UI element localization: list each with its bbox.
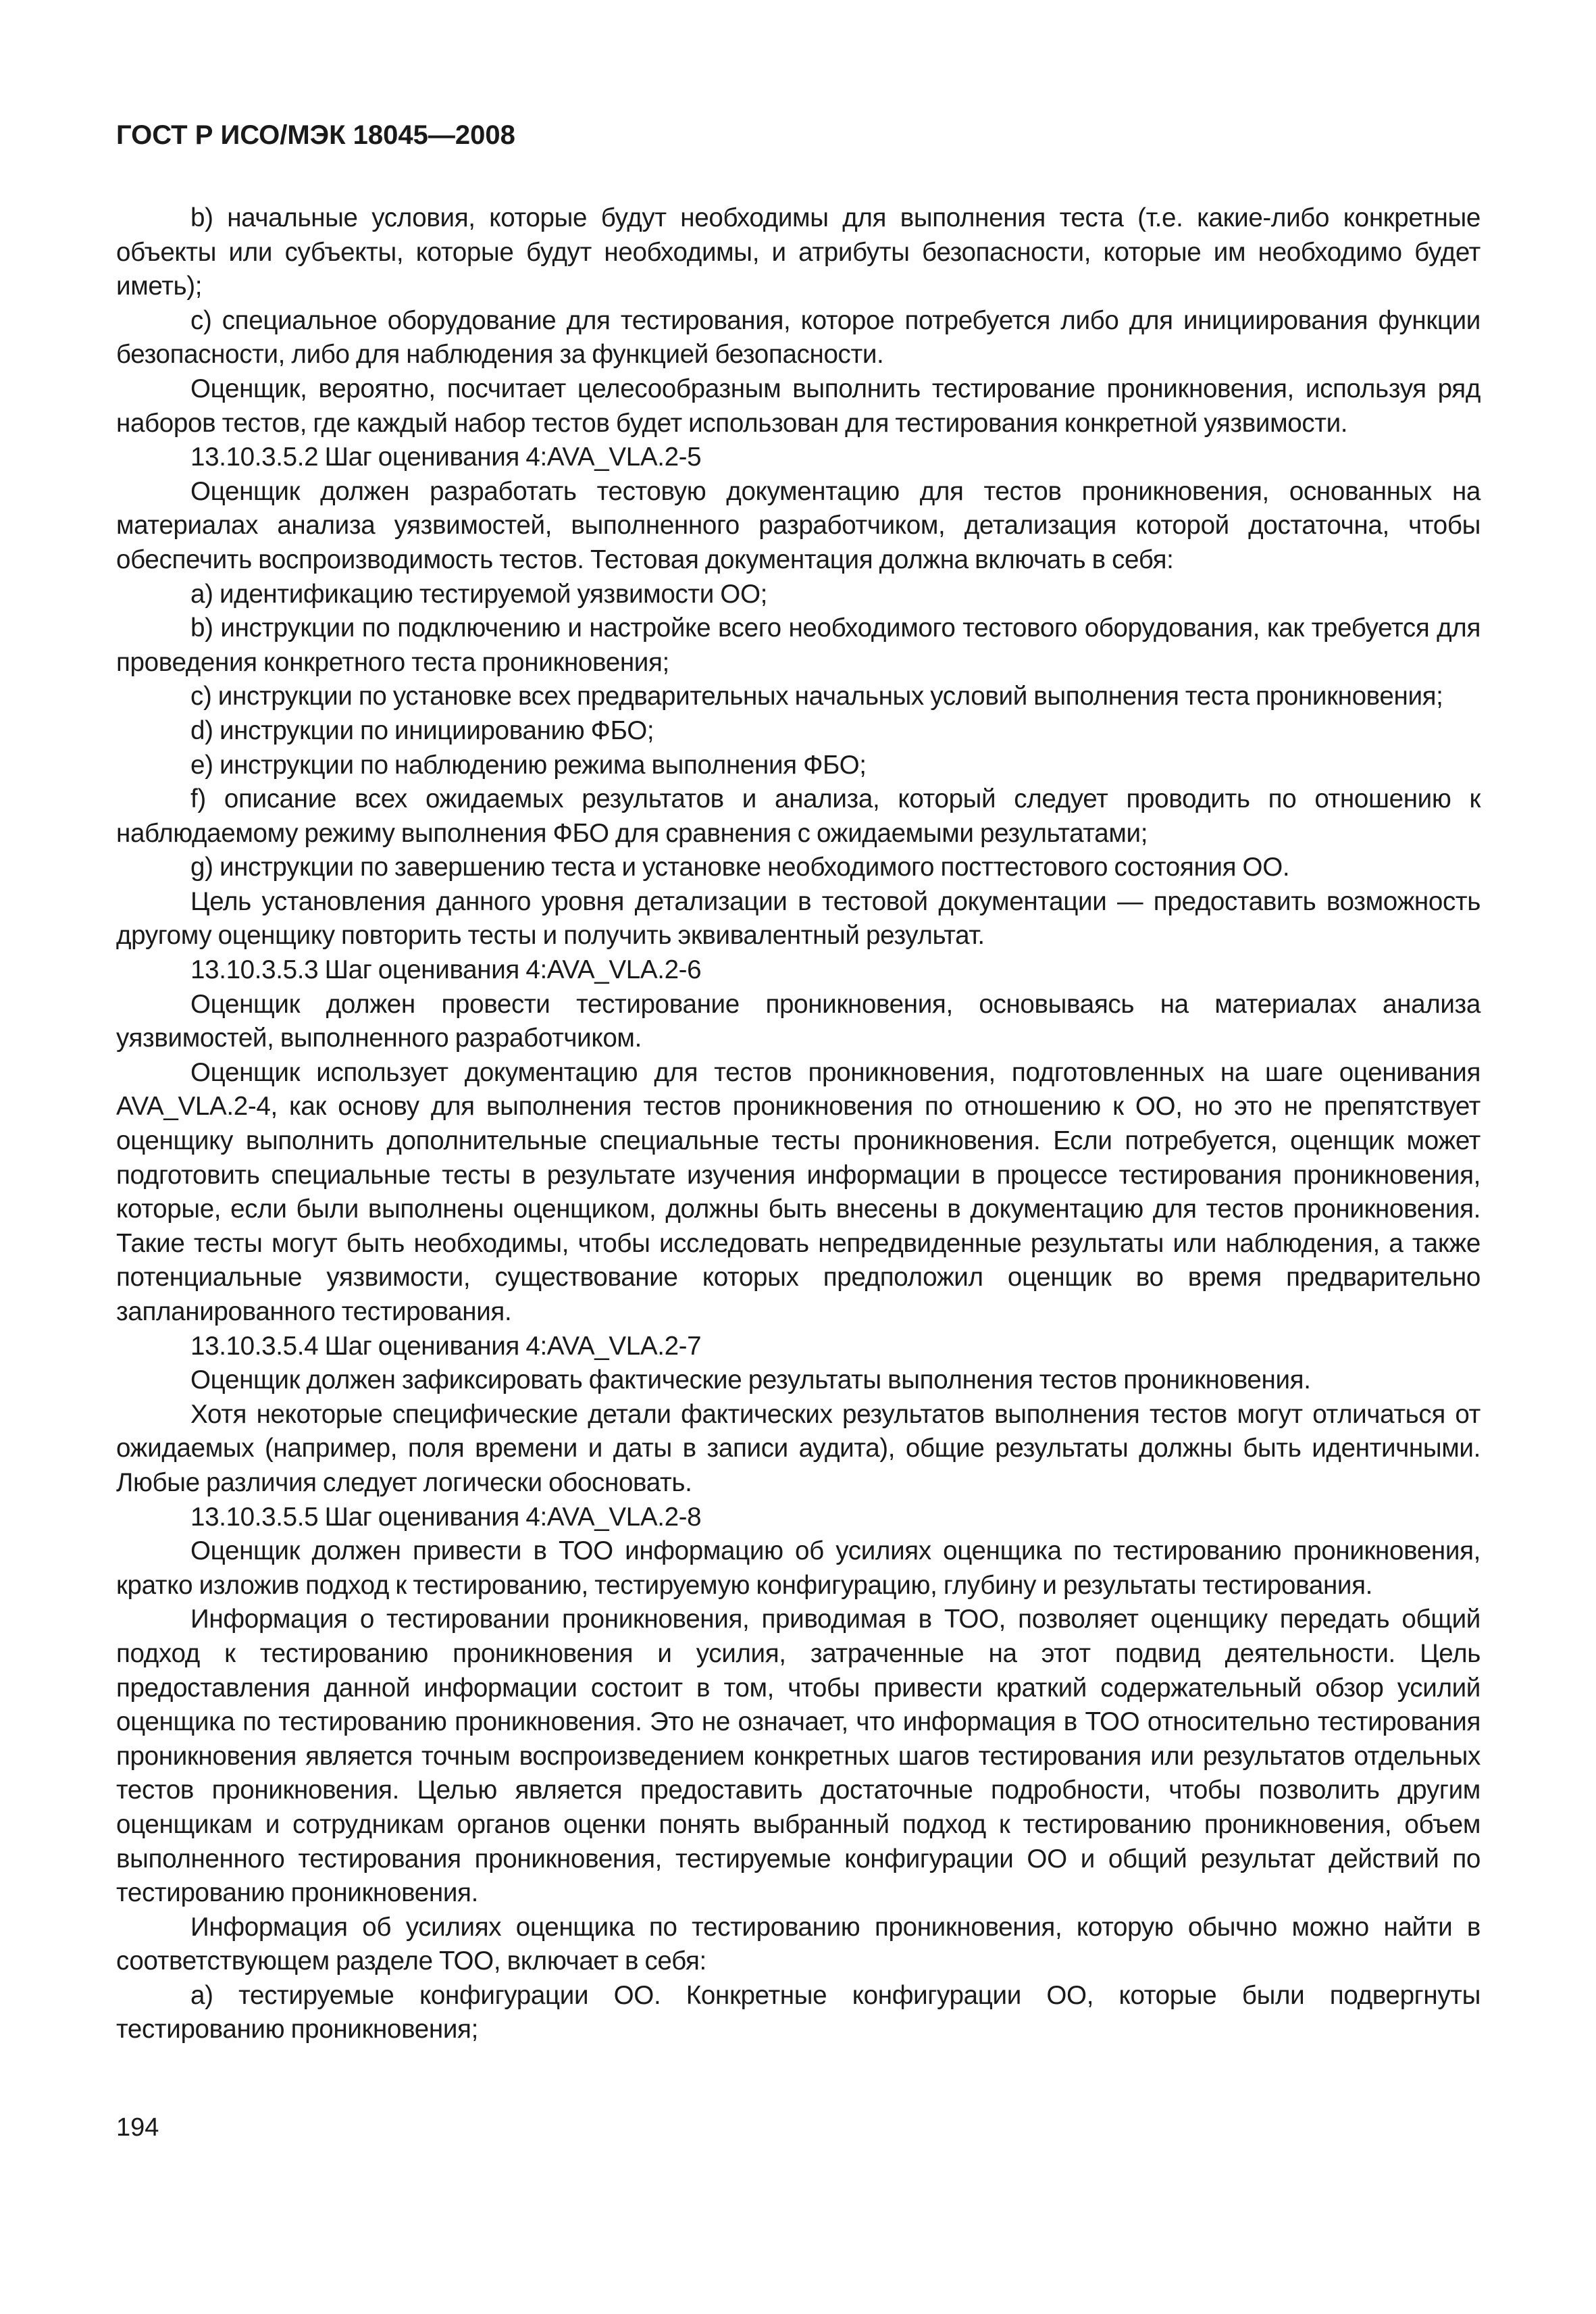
page-number: 194 <box>116 2113 159 2142</box>
list-item: e) инструкции по наблюдению режима выполнения ФБО; <box>190 750 867 780</box>
paragraph: Оценщик должен разработать тестовую документацию для тестов проникновения, основанных на материалах анализа уязвимостей, выполненного разработчиком, детализация которой достаточна, чтобы обеспечить воспроизводимость тестов. Тестовая документация должна включать в себя: <box>116 476 1481 574</box>
body-text <box>116 201 1481 2047</box>
paragraph: b) начальные условия, которые будут необходимы для выполнения теста (т.е. какие-либо конкретные объекты или субъекты, которые будут необходимы, и атрибуты безопасности, которые им необходимо будет иметь); <box>116 203 1481 301</box>
paragraph: c) специальное оборудование для тестирования, которое потребуется либо для инициирования функции безопасности, либо для наблюдения за функцией безопасности. <box>116 305 1481 370</box>
page-header-title: ГОСТ Р ИСО/МЭК 18045—2008 <box>116 120 515 150</box>
paragraph: Оценщик, вероятно, посчитает целесообразным выполнить тестирование проникновения, используя ряд наборов тестов, где каждый набор тестов будет использован для тестирования конкретной уязвимости. <box>116 374 1481 438</box>
paragraph: Оценщик использует документацию для тестов проникновения, подготовленных на шаге оценивания AVA_VLA.2-4, как основу для выполнения тестов проникновения по отношению к ОО, но это не препятствует оценщику выполнить дополнительные специальные тесты проникновения. Если потребуется, оценщик может подготовить специальные тесты в результате изучения информации в процессе тестирования проникновения, которые, если были выполнены оценщиком, должны быть внесены в документацию для тестов проникновения. Такие тесты могут быть необходимы, чтобы исследовать непредвиденные результаты или наблюдения, а также потенциальные уязвимости, существование которых предположил оценщик во время предварительно запланированного тестирования. <box>116 1057 1481 1326</box>
paragraph: Информация об усилиях оценщика по тестированию проникновения, которую обычно можно найти в соответствующем разделе ТОО, включает в себя: <box>116 1912 1481 1976</box>
paragraph: Информация о тестировании проникновения, приводимая в ТОО, позволяет оценщику передать общий подход к тестированию проникновения и усилия, затраченные на этот подвид деятельности. Цель предоставления данной информации состоит в том, чтобы привести краткий содержательный обзор усилий оценщика по тестированию проникновения. Это не означает, что информация в ТОО относительно тестирования проникновения является точным воспроизведением конкретных шагов тестирования или результатов отдельных тестов проникновения. Целью является предоставить достаточные подробности, чтобы позволить другим оценщикам и сотрудникам органов оценки понять выбранный подход к тестированию проникновения, объем выполненного тестирования проникновения, тестируемые конфигурации ОО и общий результат действий по тестированию проникновения. <box>116 1605 1481 1908</box>
list-item: c) инструкции по установке всех предварительных начальных условий выполнения теста проникновения; <box>190 682 1443 711</box>
section-heading: 13.10.3.5.4 Шаг оценивания 4:AVA_VLA.2-7 <box>190 1331 702 1361</box>
list-item: g) инструкции по завершению теста и установке необходимого посттестового состояния ОО. <box>190 853 1290 882</box>
paragraph: Цель установления данного уровня детализации в тестовой документации — предоставить возможность другому оценщику повторить тесты и получить эквивалентный результат. <box>116 886 1481 951</box>
list-item: a) идентификацию тестируемой уязвимости ОО; <box>190 579 767 609</box>
list-item: f) описание всех ожидаемых результатов и анализа, который следует проводить по отношению к наблюдаемому режиму выполнения ФБО для сравнения с ожидаемыми результатами; <box>116 784 1481 848</box>
list-item: d) инструкции по инициированию ФБО; <box>190 715 654 745</box>
section-heading: 13.10.3.5.2 Шаг оценивания 4:AVA_VLA.2-5 <box>190 443 702 472</box>
paragraph: Оценщик должен зафиксировать фактические результаты выполнения тестов проникновения. <box>190 1365 1311 1395</box>
list-item: a) тестируемые конфигурации ОО. Конкретные конфигурации ОО, которые были подвергнуты тестированию проникновения; <box>116 1980 1481 2044</box>
section-heading: 13.10.3.5.3 Шаг оценивания 4:AVA_VLA.2-6 <box>190 955 702 985</box>
paragraph: Хотя некоторые специфические детали фактических результатов выполнения тестов могут отличаться от ожидаемых (например, поля времени и даты в записи аудита), общие результаты должны быть идентичными. Любые различия следует логически обосновать. <box>116 1399 1481 1497</box>
paragraph: Оценщик должен привести в ТОО информацию об усилиях оценщика по тестированию проникновения, кратко изложив подход к тестированию, тестируемую конфигурацию, глубину и результаты тестирования. <box>116 1536 1481 1600</box>
list-item: b) инструкции по подключению и настройке всего необходимого тестового оборудования, как требуется для проведения конкретного теста проникновения; <box>116 613 1481 677</box>
section-heading: 13.10.3.5.5 Шаг оценивания 4:AVA_VLA.2-8 <box>190 1502 702 1532</box>
paragraph: Оценщик должен провести тестирование проникновения, основываясь на материалах анализа уязвимостей, выполненного разработчиком. <box>116 989 1481 1053</box>
